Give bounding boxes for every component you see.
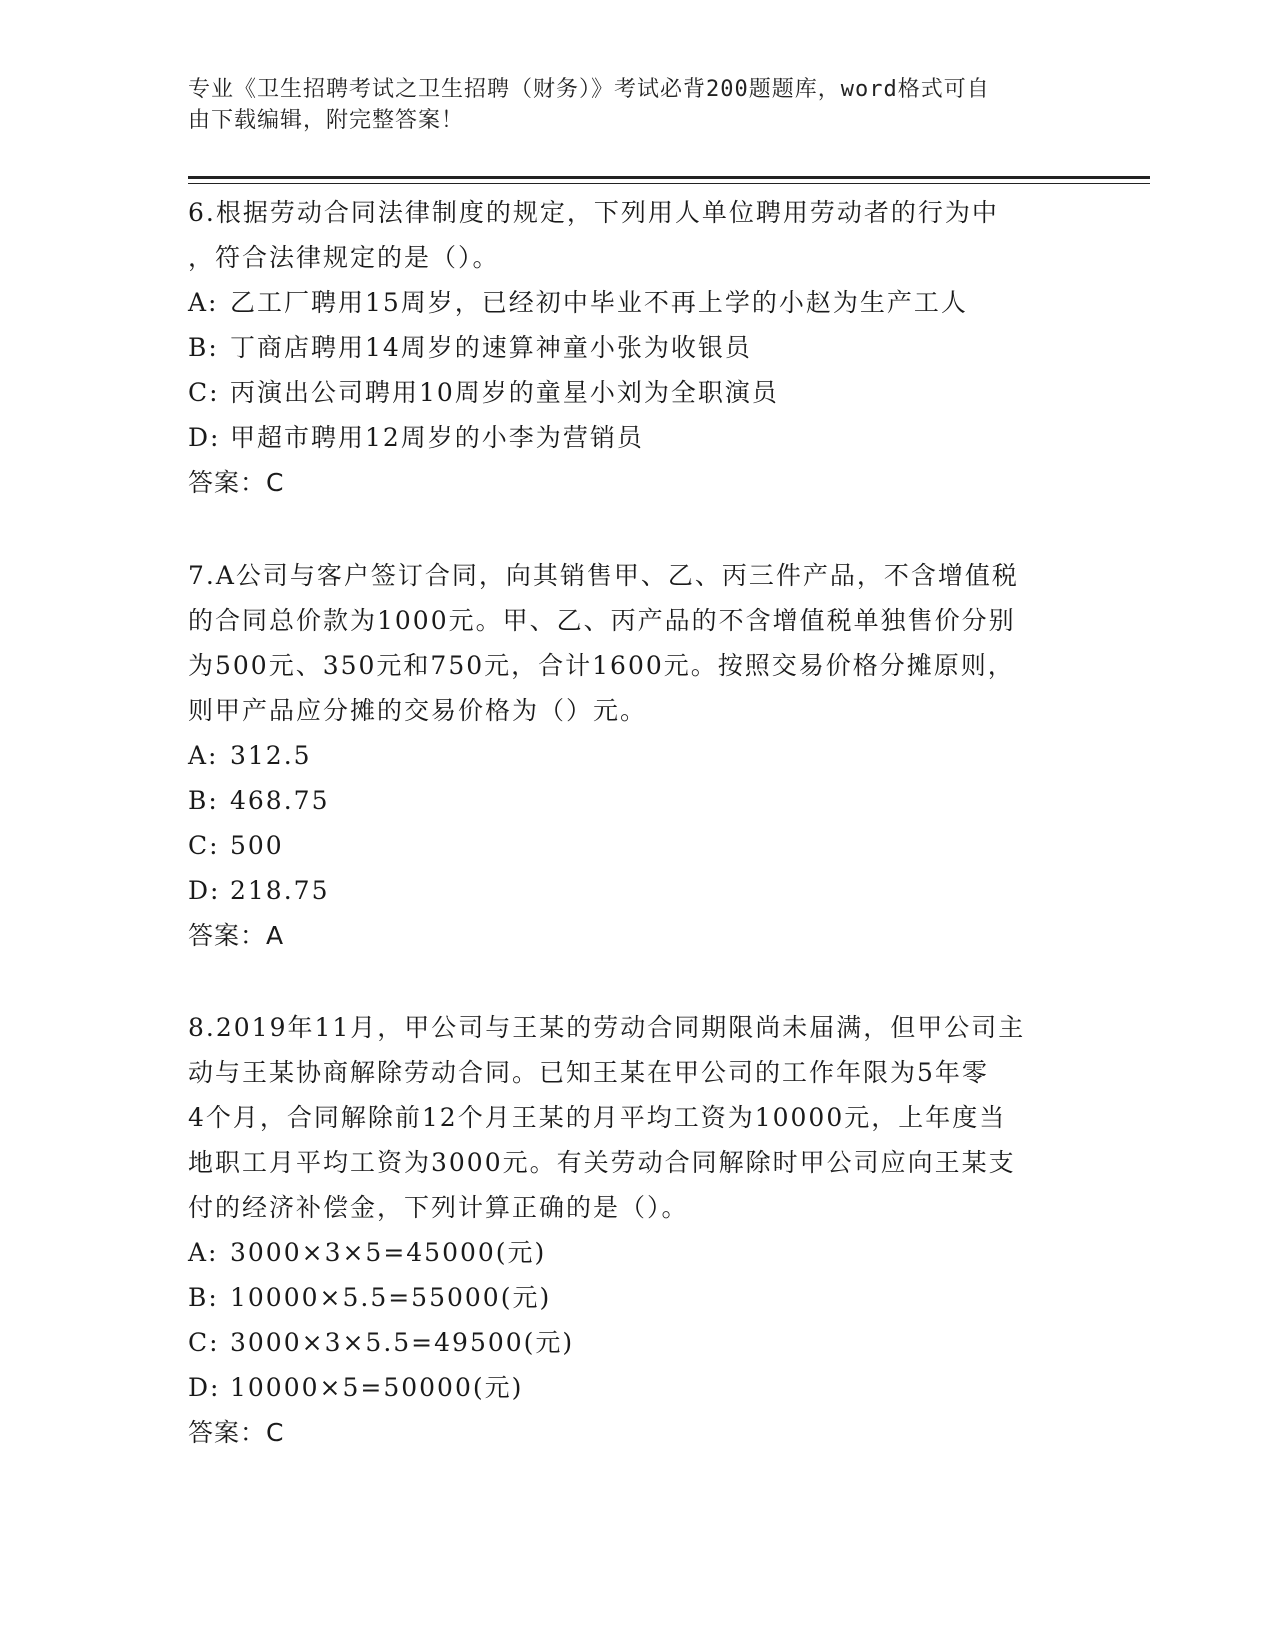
- question-7: [188, 553, 1088, 958]
- stem-line: 4个月，合同解除前12个月王某的月平均工资为10000元，上年度当: [188, 1103, 1007, 1132]
- stem-line: 的合同总价款为1000元。甲、乙、丙产品的不含增值税单独售价分别: [188, 606, 1016, 635]
- stem-line: 为500元、350元和750元，合计1600元。按照交易价格分摊原则，: [188, 651, 1015, 680]
- option-c: [188, 823, 1088, 868]
- stem-line: 动与王某协商解除劳动合同。已知王某在甲公司的工作年限为5年零: [188, 1058, 989, 1087]
- option-a: [188, 1230, 1088, 1275]
- option-a: [188, 280, 1088, 325]
- option-a: [188, 733, 1088, 778]
- option-b: [188, 778, 1088, 823]
- option-text: 10000×5.5=55000(元): [230, 1283, 552, 1312]
- answer-line: 答案：C: [188, 468, 285, 497]
- stem-line: 付的经济补偿金，下列计算正确的是（）。: [188, 1193, 689, 1222]
- question-stem: [188, 1005, 1088, 1230]
- option-b: [188, 325, 1088, 370]
- question-6: [188, 190, 1088, 505]
- option-d: [188, 1365, 1088, 1410]
- question-stem: [188, 553, 1088, 733]
- option-text: 丙演出公司聘用10周岁的童星小刘为全职演员: [230, 378, 779, 407]
- option-text: 500: [230, 831, 284, 860]
- document-header: [188, 74, 1068, 136]
- option-letter: D:: [188, 876, 221, 905]
- stem-line: 7.A公司与客户签订合同，向其销售甲、乙、丙三件产品，不含增值税: [188, 561, 1019, 590]
- answer-line: 答案：A: [188, 921, 285, 950]
- stem-line: ，符合法律规定的是（）。: [188, 243, 500, 272]
- option-letter: D:: [188, 423, 221, 452]
- option-letter: B:: [188, 1283, 219, 1312]
- option-d: [188, 415, 1088, 460]
- option-letter: A:: [188, 741, 219, 770]
- stem-line: 6.根据劳动合同法律制度的规定，下列用人单位聘用劳动者的行为中: [188, 198, 999, 227]
- option-b: [188, 1275, 1088, 1320]
- header-divider-thin: [188, 183, 1150, 184]
- option-text: 甲超市聘用12周岁的小李为营销员: [230, 423, 644, 452]
- header-line-2: 由下载编辑，附完整答案！: [188, 108, 465, 133]
- option-letter: A:: [188, 288, 219, 317]
- option-d: [188, 868, 1088, 913]
- answer-line: 答案：C: [188, 1418, 285, 1447]
- option-c: [188, 370, 1088, 415]
- header-line-1: 专业《卫生招聘考试之卫生招聘（财务）》考试必背200题题库，word格式可自: [188, 77, 990, 102]
- option-letter: A:: [188, 1238, 219, 1267]
- option-text: 468.75: [230, 786, 330, 815]
- header-divider-thick: [188, 176, 1150, 179]
- option-text: 218.75: [230, 876, 330, 905]
- option-text: 10000×5=50000(元): [230, 1373, 524, 1402]
- option-text: 312.5: [230, 741, 312, 770]
- option-text: 乙工厂聘用15周岁，已经初中毕业不再上学的小赵为生产工人: [230, 288, 968, 317]
- option-letter: C:: [188, 831, 220, 860]
- option-letter: C:: [188, 378, 220, 407]
- question-8: [188, 1005, 1088, 1455]
- option-c: [188, 1320, 1088, 1365]
- option-letter: B:: [188, 333, 219, 362]
- option-text: 3000×3×5=45000(元): [230, 1238, 547, 1267]
- option-letter: C:: [188, 1328, 220, 1357]
- option-letter: B:: [188, 786, 219, 815]
- stem-line: 8.2019年11月，甲公司与王某的劳动合同期限尚未届满，但甲公司主: [188, 1013, 1026, 1042]
- option-letter: D:: [188, 1373, 221, 1402]
- question-stem: [188, 190, 1088, 280]
- stem-line: 则甲产品应分摊的交易价格为（）元。: [188, 696, 648, 725]
- stem-line: 地职工月平均工资为3000元。有关劳动合同解除时甲公司应向王某支: [188, 1148, 1016, 1177]
- option-text: 丁商店聘用14周岁的速算神童小张为收银员: [230, 333, 752, 362]
- option-text: 3000×3×5.5=49500(元): [230, 1328, 575, 1357]
